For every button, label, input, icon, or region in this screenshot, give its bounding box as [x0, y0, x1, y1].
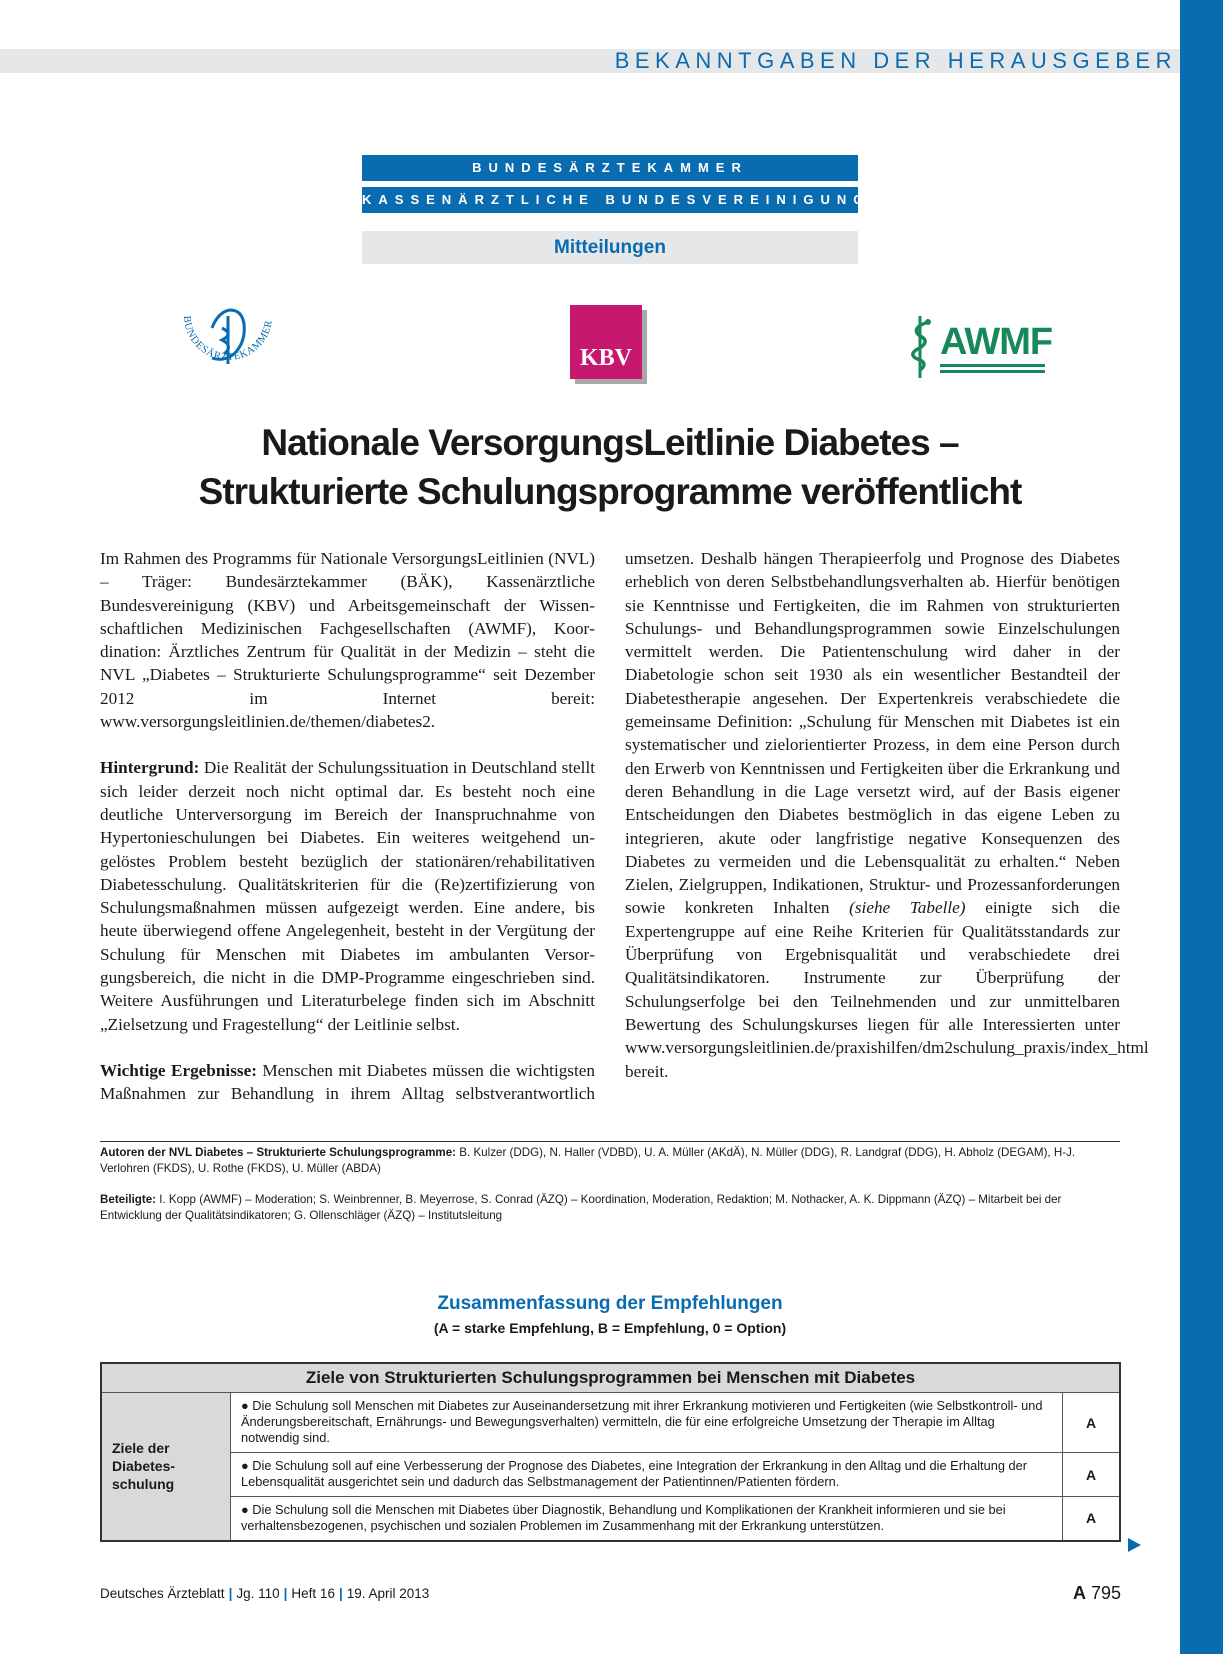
baek-logo-text: BUNDESÄRZTEKAMMER	[180, 315, 275, 364]
page-prefix: A	[1072, 1583, 1086, 1603]
bullet-icon: ●	[241, 1502, 249, 1517]
recommendation-1: Die Schulung soll Menschen mit Diabetes zur Auseinandersetzung mit ihrer Erkrankung motivieren und Fertigkeiten (wie Selbstkontroll- und Änderungsbereitschaft, Ernährungs- und Bewegungsverhalten) vermitteln, die für eine erfolgreiche Umsetzung der Therapie im Alltag notwendig sind.	[241, 1398, 1043, 1445]
grade-badge: A	[1063, 1497, 1121, 1541]
participants-credit	[100, 1192, 1120, 1224]
participants-list: I. Kopp (AWMF) – Moderation; S. Weinbrenner, B. Meyerrose, S. Conrad (ÄZQ) – Koordination, Moderation, Redaktion; M. Nothacker, A. K. Dippmann (ÄZQ) – Mitarbeit bei der Entwicklung der Qualitätsindikatoren; G. Ollenschläger (ÄZQ) – Institutsleitung	[100, 1193, 1062, 1222]
continue-arrow-icon	[1128, 1538, 1141, 1552]
grade-badge: A	[1063, 1393, 1121, 1453]
bullet-icon: ●	[241, 1398, 249, 1413]
baek-logo	[172, 298, 284, 388]
results-label: Wichtige Ergebnisse:	[100, 1060, 257, 1080]
summary-title: Zusammenfassung der Empfehlungen	[437, 1293, 783, 1314]
journal-volume: Jg. 110	[236, 1586, 280, 1601]
bullet-icon: ●	[241, 1458, 249, 1473]
page-number	[1073, 1581, 1121, 1605]
page-number-value: 795	[1090, 1583, 1121, 1603]
authors-label: Autoren der NVL Diabetes – Strukturierte Schulungsprogramme:	[100, 1146, 457, 1159]
headline-line-2: Strukturierte Schulungsprogramme veröffentlicht	[198, 471, 1022, 512]
awmf-logo-text: AWMF	[940, 321, 1053, 363]
journal-issue: Heft 16	[291, 1586, 335, 1601]
recommendation-text	[231, 1453, 1063, 1497]
summary-legend: (A = starke Empfehlung, B = Empfehlung, 0 = Option)	[433, 1320, 787, 1336]
recommendation-3: Die Schulung soll die Menschen mit Diabetes über Diagnostik, Behandlung und Komplikationen der Krankheit informieren und sie bei verhaltensbezogenen, psychischen und sozialen Problemen im Zusammenhang mit der Erkrankung unterstützen.	[241, 1502, 1006, 1533]
grade-badge: A	[1063, 1453, 1121, 1497]
credits-divider	[100, 1141, 1120, 1142]
table-header: Ziele von Strukturierten Schulungsprogrammen bei Menschen mit Diabetes	[101, 1363, 1120, 1393]
background-text: Die Realität der Schulungssituation in Deutschland stellt sich leider derzeit noch nicht optimal dar. Es besteht noch eine deutliche Unterversorgung im Bereich der Inanspruchnahme von Hypertonieschulungen bei Diabetes. Ein weiteres weitgehend ungelöstes Problem besteht bezüglich der stationären/rehabilitativen Diabetesschulung. Qualitätskriterien für die (Re)zertifizierung von Schulungsmaßnahmen müssen aufgezeigt werden. Eine andere, bis heute überwiegend offene Angelegenheit, besteht in der Vergütung der Schulung für Menschen mit Diabetes im ambulanten Versorgungsbereich, die nicht in die DMP-Programme eingeschrieben sind. Weitere Ausführungen und Literaturbelege finden sich im Abschnitt „Zielsetzung und Fragestellung“ der Leitlinie selbst.	[100, 758, 595, 1034]
table-row	[101, 1497, 1120, 1541]
section-title: BEKANNTGABEN DER HERAUSGEBER	[614, 48, 1177, 73]
recommendation-text	[231, 1497, 1063, 1541]
row-group-label: Ziele der Diabetesschulung	[101, 1393, 231, 1541]
headline	[100, 418, 1120, 516]
recommendation-2: Die Schulung soll auf eine Verbesserung der Prognose des Diabetes, eine Integration der Erkrankung in den Alltag und die Erhaltung der Lebensqualität ausgerichtet sein und dadurch das Selbstmanagement der Patientinnen/Patienten fördern.	[241, 1458, 1028, 1489]
issuer-baek: BUNDESÄRZTEKAMMER	[362, 155, 858, 181]
table-reference: (siehe Tabelle)	[849, 898, 966, 918]
awmf-underline	[940, 370, 1045, 373]
table-row	[101, 1453, 1120, 1497]
headline-line-1: Nationale VersorgungsLeitlinie Diabetes –	[261, 422, 959, 463]
results-text: Menschen mit Diabetes müssen die wichtigsten Maßnahmen zur Behandlung in ihrem Alltag selbstverantwortlich umsetzen. Deshalb hängen Therapieerfolg und Prognose des Diabetes erheblich von deren Selbstbehandlungsverhalten ab. Hierfür benötigen sie Kenntnisse und Fertigkeiten, die im Rahmen von strukturierten Schulungs- und Behandlungsprogrammen sowie Einzelschulungen vermittelt werden. Die Patientenschulung wird daher in der Diabetologie schon seit 1930 als ein wesentlicher Bestandteil der Diabetestherapie angesehen. Der Expertenkreis verabschiedete die gemeinsame Definition: „Schulung für Menschen mit Diabetes ist ein systematischer und zielorientierter Prozess, in dem eine Person durch den Erwerb von Kenntnissen und Fertigkeiten über die Erkrankung und deren Behandlung in die Lage versetzt wird, auf der Basis eigener Entscheidungen den Diabetes bestmöglich in das eigene Leben zu integrieren, akute oder langfristige negative Konsequenzen des Diabetes zu vermeiden und die Lebensqualität zu erhalten.“ Neben Zielen, Zielgruppen, Indikationen, Struktur- und Prozessanforderungen sowie konkreten Inhalten	[100, 549, 1120, 1104]
recommendations-table	[100, 1362, 1121, 1542]
results-text-continued: einigte sich die Expertengruppe auf eine Reihe Kriterien für Qualitätsstandards zur Überprüfung von Ergebnisqualität und verabschiedete drei Qualitätsindikatoren. Instrumente zur Überprüfung der Schulungserfolge bei den Teilnehmenden und zur unmittelbaren Bewertung des Schulungskurses liegen für alle Interessierten unter www.versorgungsleitlinien.de/praxishilfen/dm2schulung_praxis/index_html bereit.	[625, 898, 1149, 1081]
kbv-logo	[570, 305, 642, 379]
footer-separator: |	[283, 1586, 288, 1601]
kbv-logo-text: KBV	[579, 345, 632, 371]
issuer-kbv: KASSENÄRZTLICHE BUNDESVEREINIGUNG	[362, 187, 858, 213]
authors-credit	[100, 1145, 1120, 1177]
notice-type: Mitteilungen	[362, 231, 858, 264]
background-paragraph	[100, 756, 595, 1036]
journal-name: Deutsches Ärzteblatt	[100, 1586, 225, 1601]
intro-paragraph: Im Rahmen des Programms für Nationale VersorgungsLeitlinien (NVL) – Träger: Bundesärztekammer (BÄK), Kassenärztliche Bundesvereinigung (KBV) und Arbeitsgemeinschaft der Wissenschaftlichen Medizinischen Fachgesellschaften (AWMF), Koordination: Ärztliches Zentrum für Qualität in der Medizin – steht die NVL „Diabetes – Strukturierte Schulungsprogramme“ seit Dezember 2012 im Internet bereit: www.versorgungsleitlinien.de/themen/diabetes2.	[100, 549, 595, 732]
journal-date: 19. April 2013	[346, 1586, 430, 1601]
footer-citation	[100, 1584, 429, 1604]
background-label: Hintergrund:	[100, 758, 200, 778]
participants-label: Beteiligte:	[100, 1193, 157, 1206]
authors-list: B. Kulzer (DDG), N. Haller (VDBD), U. A. Müller (AKdÄ), N. Müller (DDG), R. Landgraf (DDG), H. Abholz (DEGAM), H-J. Verlohren (FKDS), U. Rothe (FKDS), U. Müller (ABDA)	[100, 1146, 1076, 1175]
awmf-underline	[940, 364, 1045, 367]
table-header-row	[101, 1363, 1120, 1393]
table-row	[101, 1393, 1120, 1453]
footer-separator: |	[338, 1586, 343, 1601]
body-column-left	[100, 547, 1149, 1107]
right-edge-bar	[1180, 0, 1223, 1654]
recommendation-text	[231, 1393, 1063, 1453]
footer-separator: |	[228, 1586, 233, 1601]
